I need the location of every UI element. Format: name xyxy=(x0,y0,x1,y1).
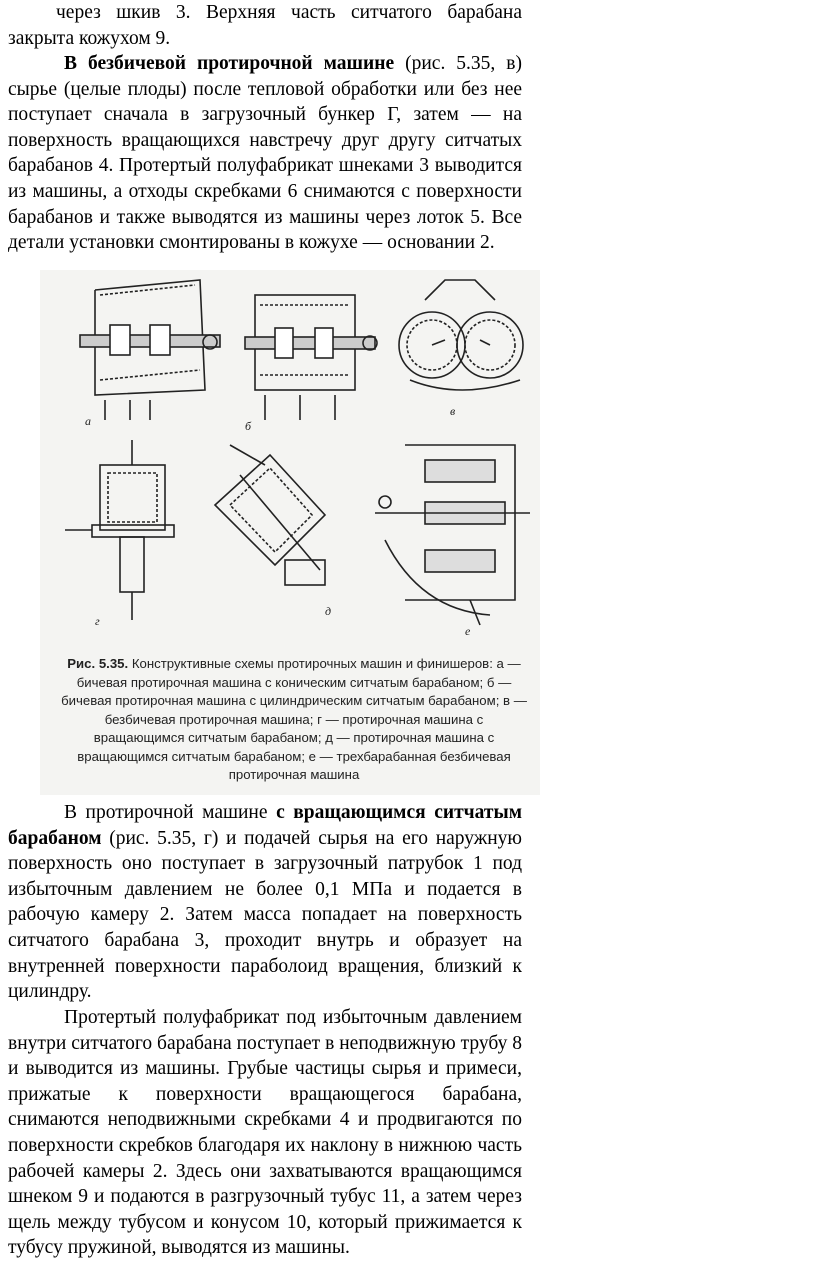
figure-caption: Рис. 5.35. Конструктивные схемы протирочных машин и финишеров: а — бичевая протирочная машина с коническим ситчатым барабаном; б — бичевая протирочная машина с цилиндрическим ситчатым барабаном; в — безбичевая протирочная машина; г — протирочная машина с вращающимся ситчатым барабаном; д — протирочная машина с вращающимся ситчатым барабаном; е — трехбарабанная безбичевая протирочная машина xyxy=(61,656,527,782)
bold-term: В безбичевой протирочной машине xyxy=(64,53,395,74)
diagram-e xyxy=(375,445,530,625)
bold-term: с вращающимся ситчатым барабаном xyxy=(8,802,522,849)
diagram-d xyxy=(215,445,325,585)
paragraph-top: через шкив 3. Верхняя часть ситчатого барабана закрыта кожухом 9. xyxy=(8,2,522,49)
paragraph-rotating-drum: В протирочной машине с вращающимся ситчатым барабаном (рис. 5.35, г) и подачей сырья на его наружную поверхность оно поступает в загрузочный патрубок 1 под избыточным давлением не более 0,1 МПа и подается в рабочую камеру 2. Затем масса попадает на поверхность ситчатого барабана 3, проходит внутрь и образует на внутренней поверхности параболоид вращения, близкий к цилиндру. xyxy=(8,802,522,1003)
diagram-g xyxy=(65,440,174,620)
label-a: а xyxy=(85,414,91,428)
label-e: е xyxy=(465,624,471,638)
diagram-a xyxy=(80,280,220,420)
figure-diagrams xyxy=(40,270,540,655)
diagram-b xyxy=(245,295,377,420)
paragraph-beaterless-machine: В безбичевой протирочной машине (рис. 5.35, в) сырье (целые плоды) после тепловой обработки или без нее поступает сначала в загрузочный бункер Г, затем — на поверхность вращающихся навстречу друг другу ситчатых барабанов 4. Протертый полуфабрикат шнеками 3 выводится из машины, а отходы скребками 6 снимаются с поверхности барабанов и также выводятся из машины через лоток 5. Все детали установки смонтированы в кожухе — основании 2. xyxy=(8,53,522,254)
figure-5-35 xyxy=(40,270,540,795)
diagram-v xyxy=(399,280,523,390)
label-v: в xyxy=(450,404,456,418)
paragraph-processed-product: Протертый полуфабрикат под избыточным давлением внутри ситчатого барабана поступает в неподвижную трубу 8 и выводится из машины. Грубые частицы сырья и примеси, прижатые к поверхности вращающегося барабана, снимаются неподвижными скребками 4 и продвигаются по поверхности скребков благодаря их наклону в нижнюю часть рабочей камеры 2. Здесь они захватываются вращающимся шнеком 9 и подаются в разгрузочный тубус 11, а затем через щель между тубусом и конусом 10, который прижимается к тубусу пружиной, выводятся из машины. xyxy=(8,1007,522,1259)
caption-number: Рис. 5.35. xyxy=(67,656,129,671)
label-g: г xyxy=(95,614,100,628)
label-b: б xyxy=(245,419,252,433)
label-d: д xyxy=(325,604,332,618)
